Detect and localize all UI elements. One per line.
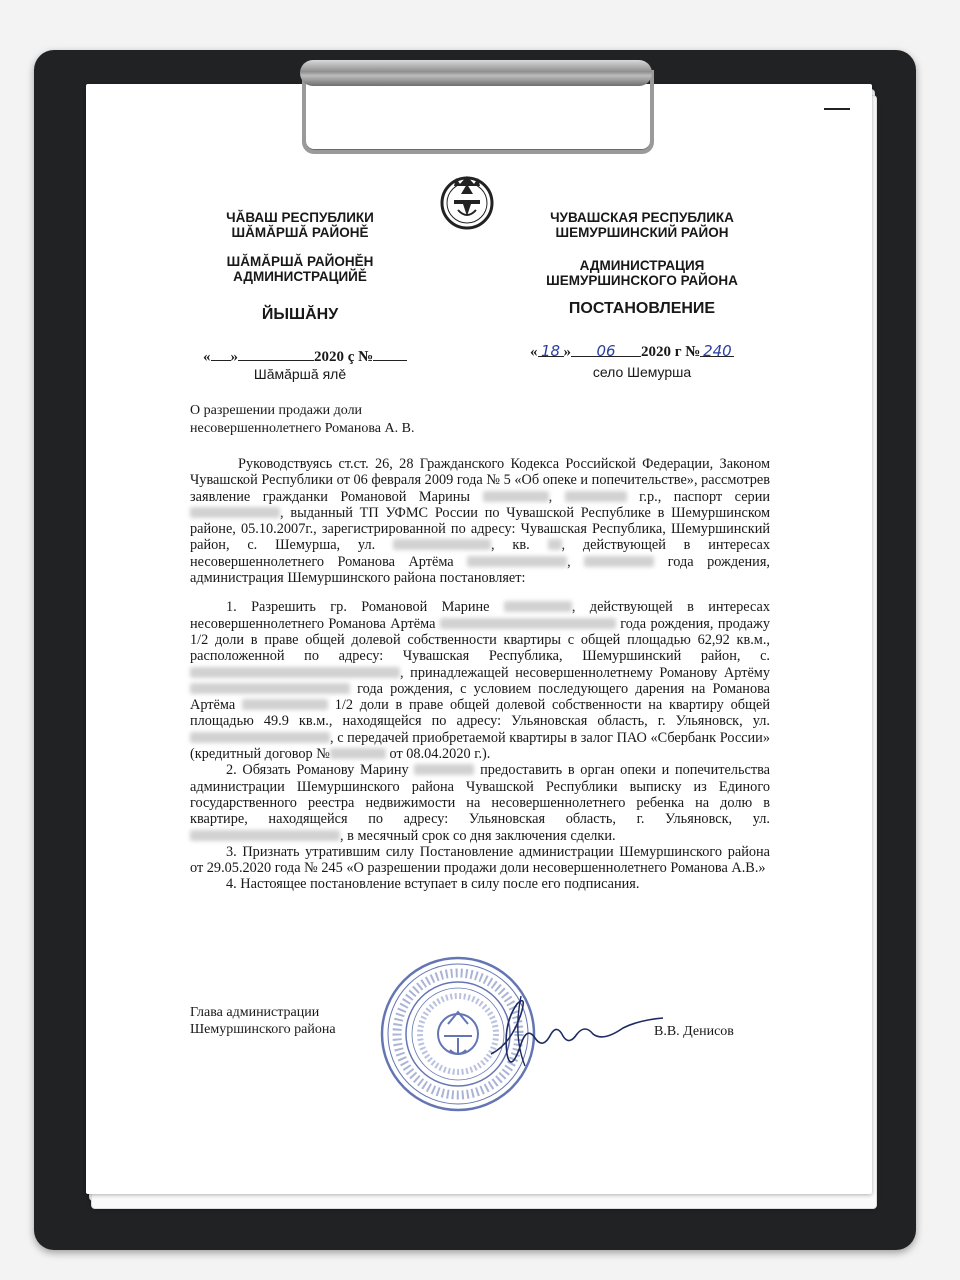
text-fragment: , принадлежащей несовершеннолетнему Романову Артёму: [400, 664, 770, 681]
text-fragment: от 08.04.2020 г.).: [389, 746, 491, 763]
subject: [190, 402, 414, 438]
date-quote: «: [530, 344, 538, 360]
day-blank: [211, 346, 231, 361]
preamble: Руководствуясь ст.ст. 26, 28 Гражданского Кодекса Российской Федерации, Законом Чувашской Республики от 06 февраля 2009 года № 5 «Об опеке и попечительстве», рассмотрев заявление гражданки Романовой Марины , г.р., паспорт серии , выданный ТП УФМС России по Чувашской Республике в Шемуршинском районе, 05.10.2007г., зарегистрированной по адресу: Чувашская Республика, Шемуршинский район, с. Шемурша, ул. , кв. , действующей в интересах несовершеннолетнего Романова Артёма , года рождения, администрация Шемуршинского района постановляет:: [190, 456, 771, 587]
text-fragment: 2. Обязать Романову Марину: [226, 762, 409, 779]
redacted: [190, 507, 280, 518]
date-year: 2020 ç №: [314, 349, 374, 365]
clip-bar: [300, 60, 652, 86]
text-fragment: , действующей в интересах несовершеннолетнего Романова Артёма: [190, 537, 771, 570]
header-line: ЧУВАШСКАЯ РЕСПУБЛИКА: [550, 210, 734, 225]
date-month: 06: [571, 342, 641, 357]
document-body: [190, 456, 770, 893]
header-line: ШĂМĂРШĂ РАЙОНĚ: [231, 225, 369, 240]
resolution-items: [190, 599, 770, 892]
header-line: ШĂМĂРШĂ РАЙОНĔН: [226, 254, 374, 269]
subject-line: О разрешении продажи доли: [190, 403, 363, 418]
signature-icon: [481, 984, 681, 1074]
signatory-line: Глава администрации: [190, 1005, 320, 1020]
date-day: 18: [538, 342, 564, 357]
redacted: [483, 491, 549, 502]
redacted: [190, 732, 330, 743]
date-quote: «: [203, 349, 211, 365]
date-line-russian: [530, 342, 734, 361]
redacted: [190, 667, 400, 678]
text-fragment: предоставить в орган опеки и попечительства администрации Шемуршинского района Чувашской Республики выписку из Единого государственного реестра недвижимости на несовершеннолетнего ребенка на долю в квартире, находящейся по адресу: Ульяновская область, г. Ульяновск, ул.: [190, 762, 771, 828]
text-fragment: , в месячный срок со дня заключения сделки.: [340, 827, 616, 844]
chuvash-emblem-icon: [436, 170, 498, 232]
text-fragment: г.р., паспорт серии: [639, 488, 770, 505]
redacted: [548, 539, 562, 550]
republic-header-russian: [512, 210, 772, 240]
date-quote: »: [230, 349, 238, 365]
text-fragment: года рождения, продажу 1/2 доли в праве общей долевой собственности квартиры с общей площадью 62,92 кв.м., расположенной по адресу: Чувашская Республика, Шемуршинский район, с.: [190, 615, 770, 665]
text-fragment: 1. Разрешить гр. Романовой Марине: [226, 599, 490, 616]
redacted: [190, 830, 340, 841]
place-chuvash: Шăмăршă ялě: [253, 366, 347, 382]
redacted: [414, 764, 474, 775]
place-russian: село Шемурша: [592, 364, 692, 380]
redacted: [467, 556, 567, 567]
redacted: [440, 618, 616, 629]
text-fragment: 1/2 доли в праве общей долевой собственности на квартиру общей площадью 49.9 кв.м., находящейся по адресу: Ульяновская область, г. Ульяновск, ул.: [190, 697, 770, 730]
date-line-chuvash: [203, 346, 407, 366]
resolution-item-4: 4. Настоящее постановление вступает в силу после его подписания.: [226, 876, 640, 893]
date-quote: »: [563, 344, 571, 360]
header-line: АДМИНИСТРАЦИЙĚ: [233, 269, 367, 284]
resolution-item-1: [190, 599, 770, 762]
clipboard-clip: [300, 60, 652, 152]
header-line: ШЕМУРШИНСКОГО РАЙОНА: [546, 273, 738, 288]
admin-header-chuvash: [170, 254, 430, 284]
text-fragment: , действующей в интересах несовершеннолетнего Романова Артёма: [190, 599, 770, 632]
month-blank: [238, 346, 314, 361]
redacted: [565, 491, 627, 502]
header-line: ШЕМУРШИНСКИЙ РАЙОН: [555, 225, 729, 240]
signatory-name: В.В. Денисов: [654, 1024, 734, 1039]
text-fragment: года рождения, с условием последующего дарения на Романова Артёма: [190, 680, 771, 714]
header-line: ЧĂВАШ РЕСПУБЛИКИ: [226, 210, 374, 225]
text-fragment: Руководствуясь ст.ст. 26, 28 Гражданского Кодекса Российской Федерации, Законом Чувашской Республики от 06 февраля 2009 года № 5 «Об опеке и попечительстве», рассмотрев заявление гражданки Романовой Марины: [190, 456, 770, 505]
date-number: 240: [700, 342, 734, 357]
signatory-line: Шемуршинского района: [190, 1022, 336, 1037]
date-year: 2020 г №: [641, 344, 701, 360]
redacted: [584, 556, 654, 567]
redacted: [330, 748, 386, 759]
subject-line: несовершеннолетнего Романова А. В.: [190, 421, 415, 436]
republic-header-chuvash: [170, 210, 430, 240]
text-fragment: , выданный ТП УФМС России по Чувашской Республике в Шемуршинском районе, 05.10.2007г., зарегистрированной по адресу: Чувашская Республика, Шемуршинский район, с. Шемурша, ул.: [190, 504, 770, 554]
admin-header-russian: [512, 258, 772, 288]
title-russian: ПОСТАНОВЛЕНИЕ: [568, 300, 716, 317]
edge-mark: [824, 108, 850, 110]
number-blank: [373, 346, 407, 361]
header-line: АДМИНИСТРАЦИЯ: [579, 258, 705, 273]
resolution-item-2: [190, 762, 770, 843]
redacted: [393, 539, 491, 550]
title-chuvash: ЙЫШĂНУ: [261, 306, 339, 323]
redacted: [504, 601, 572, 612]
resolution-item-3: 3. Признать утратившим силу Постановление администрации Шемуршинского района от 29.05.2020 года № 245 «О разрешении продажи доли несовершеннолетнего Романова А.В.»: [190, 843, 770, 877]
signatory-title: [190, 1004, 336, 1038]
document-page: [86, 84, 872, 1194]
redacted: [190, 683, 350, 694]
text-fragment: , с передачей приобретаемой квартиры в залог ПАО «Сбербанк России» (кредитный договор №: [190, 729, 770, 763]
text-fragment: , кв.: [491, 537, 530, 554]
redacted: [242, 699, 328, 710]
text-fragment: года рождения, администрация Шемуршинского района постановляет:: [190, 553, 770, 587]
